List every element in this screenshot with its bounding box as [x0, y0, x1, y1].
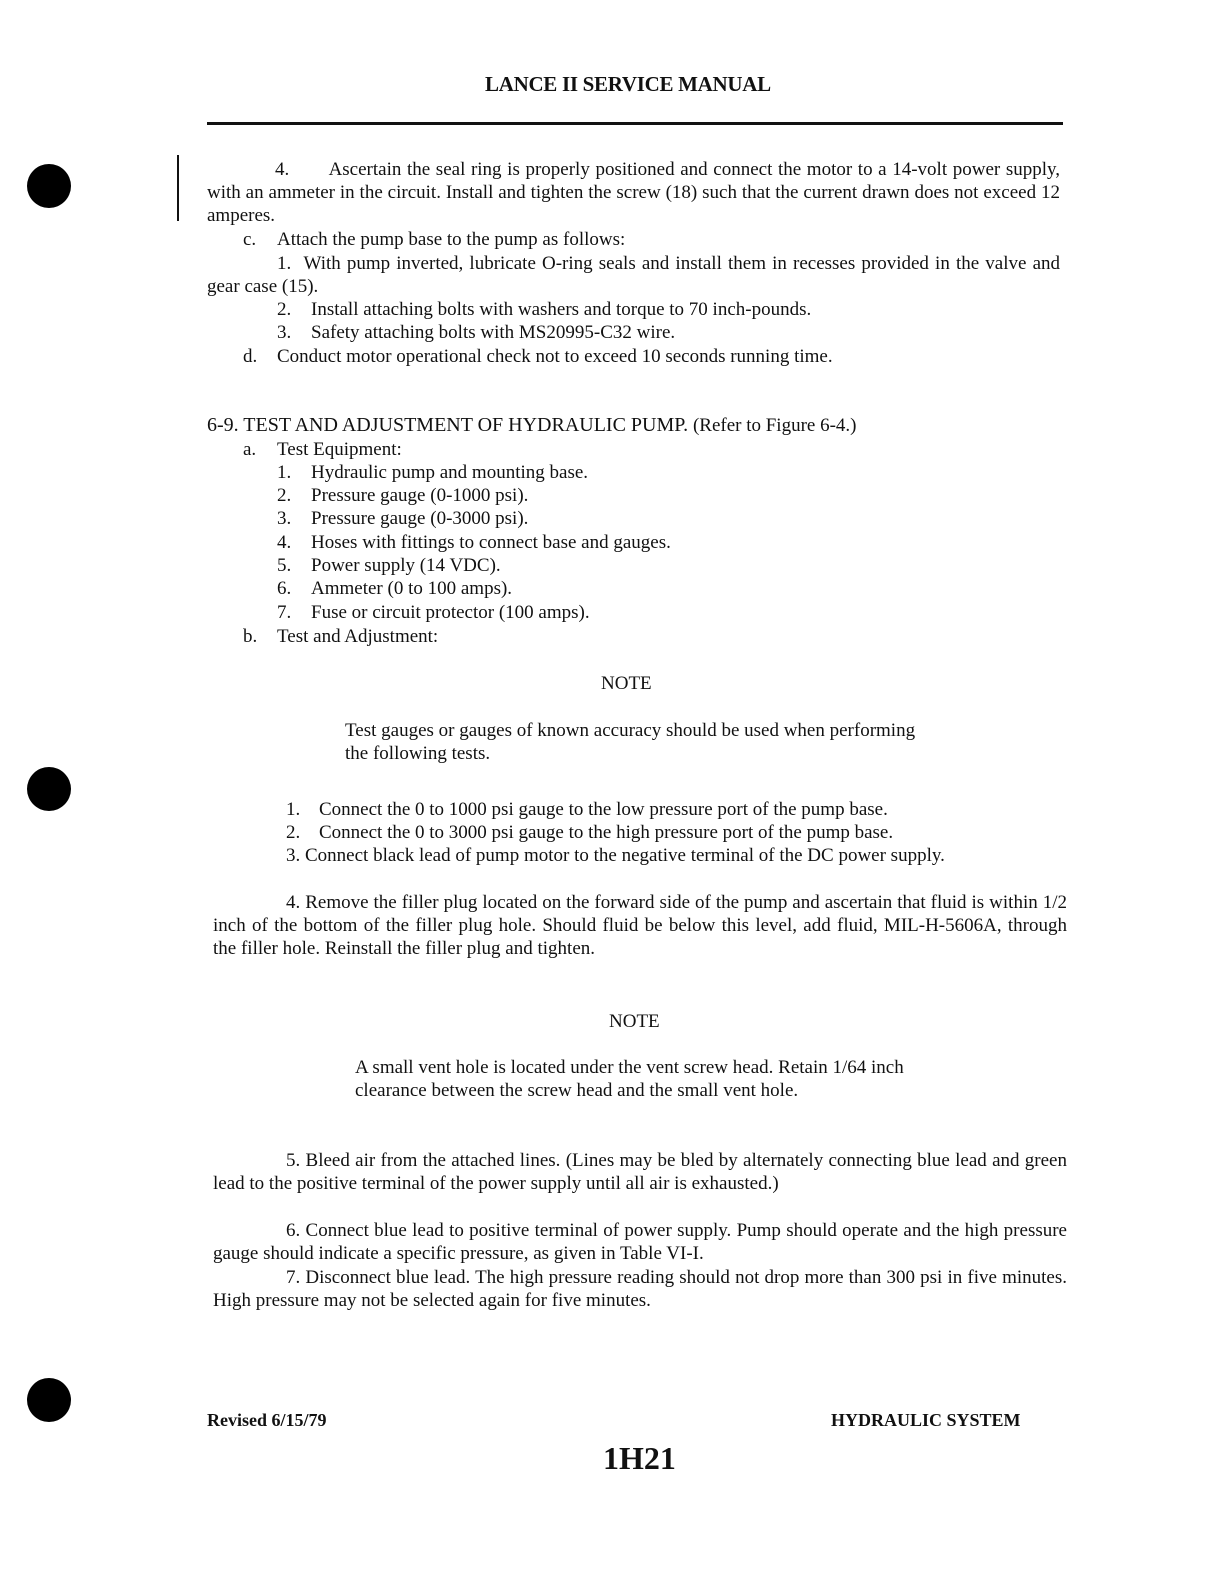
binder-hole — [27, 164, 71, 208]
revision-bar — [177, 155, 179, 221]
item-b-label: b. — [243, 626, 258, 647]
section-heading-ref: (Refer to Figure 6-4.) — [692, 415, 857, 436]
section-heading — [207, 414, 857, 437]
item-c1-number: 1. — [277, 253, 292, 274]
equipment-item: Pressure gauge (0-1000 psi). — [311, 485, 529, 506]
note-title: NOTE — [609, 1011, 660, 1032]
equipment-number: 5. — [277, 555, 292, 576]
item-c3-text: Safety attaching bolts with MS20995-C32 wire. — [311, 322, 676, 343]
step-2-text: Connect the 0 to 3000 psi gauge to the high pressure port of the pump base. — [319, 822, 894, 843]
equipment-item: Hydraulic pump and mounting base. — [311, 462, 589, 483]
step-2-number: 2. — [286, 822, 301, 843]
step-1-number: 1. — [286, 799, 301, 820]
note-title: NOTE — [601, 673, 652, 694]
footer-section-title: HYDRAULIC SYSTEM — [831, 1410, 1021, 1430]
item-c1-text: With pump inverted, lubricate O-ring seals and install them in recesses provided in the valve and gear case (15). — [207, 253, 1061, 297]
equipment-item: Hoses with fittings to connect base and gauges. — [311, 532, 671, 553]
equipment-item: Fuse or circuit protector (100 amps). — [311, 602, 590, 623]
note-body: A small vent hole is located under the vent screw head. Retain 1/64 inch clearance between the screw head and the small vent hole. — [355, 1057, 904, 1101]
item-c-label: c. — [243, 229, 257, 250]
item-b-text: Test and Adjustment: — [277, 626, 439, 647]
step-4-test-paragraph: 4. Remove the filler plug located on the forward side of the pump and ascertain that fluid is within 1/2 inch of the bottom of the filler plug hole. Should fluid be below this level, add fluid, MIL-H-5606A, through the filler hole. Reinstall the filler plug and tighten. — [213, 892, 1067, 959]
item-c2-text: Install attaching bolts with washers and torque to 70 inch-pounds. — [311, 299, 812, 320]
page-header-title: LANCE II SERVICE MANUAL — [485, 72, 771, 96]
equipment-item: Pressure gauge (0-3000 psi). — [311, 508, 529, 529]
equipment-item: Ammeter (0 to 100 amps). — [311, 578, 513, 599]
equipment-number: 3. — [277, 508, 292, 529]
step-7-paragraph: 7. Disconnect blue lead. The high pressure reading should not drop more than 300 psi in five minutes. High pressure may not be selected again for five minutes. — [213, 1267, 1067, 1311]
item-c2-number: 2. — [277, 299, 292, 320]
step-5-paragraph: 5. Bleed air from the attached lines. (Lines may be bled by alternately connecting blue lead and green lead to the positive terminal of the power supply until all air is exhausted.) — [213, 1150, 1067, 1194]
equipment-number: 6. — [277, 578, 292, 599]
binder-hole — [27, 767, 71, 811]
item-c-text: Attach the pump base to the pump as follows: — [277, 229, 626, 250]
equipment-number: 4. — [277, 532, 292, 553]
step-1-text: Connect the 0 to 1000 psi gauge to the low pressure port of the pump base. — [319, 799, 888, 820]
page-number: 1H21 — [603, 1440, 676, 1476]
step-3-paragraph: 3. Connect black lead of pump motor to the negative terminal of the DC power supply. — [286, 845, 945, 866]
item-a-text: Test Equipment: — [277, 439, 402, 460]
step-4-number: 4. — [275, 159, 290, 180]
item-c3-number: 3. — [277, 322, 292, 343]
step-4-paragraph — [207, 158, 1060, 227]
binder-hole — [27, 1378, 71, 1422]
equipment-item: Power supply (14 VDC). — [311, 555, 501, 576]
equipment-number: 1. — [277, 462, 292, 483]
equipment-number: 7. — [277, 602, 292, 623]
section-heading-title: 6-9. TEST AND ADJUSTMENT OF HYDRAULIC PUMP. — [207, 414, 689, 436]
item-c1-paragraph — [207, 252, 1060, 298]
item-d-text: Conduct motor operational check not to exceed 10 seconds running time. — [277, 346, 833, 367]
equipment-number: 2. — [277, 485, 292, 506]
item-a-label: a. — [243, 439, 257, 460]
step-4-text: Ascertain the seal ring is properly positioned and connect the motor to a 14-volt power supply, with an ammeter in the circuit. Install and tighten the screw (18) such that the current drawn does not exceed 12 amperes. — [207, 159, 1061, 226]
step-6-paragraph: 6. Connect blue lead to positive terminal of power supply. Pump should operate and the high pressure gauge should indicate a specific pressure, as given in Table VI-I. — [213, 1220, 1067, 1264]
item-d-label: d. — [243, 346, 258, 367]
revision-date: Revised 6/15/79 — [207, 1410, 327, 1430]
header-rule — [207, 122, 1063, 125]
note-body: Test gauges or gauges of known accuracy should be used when performing the following tests. — [345, 720, 916, 764]
